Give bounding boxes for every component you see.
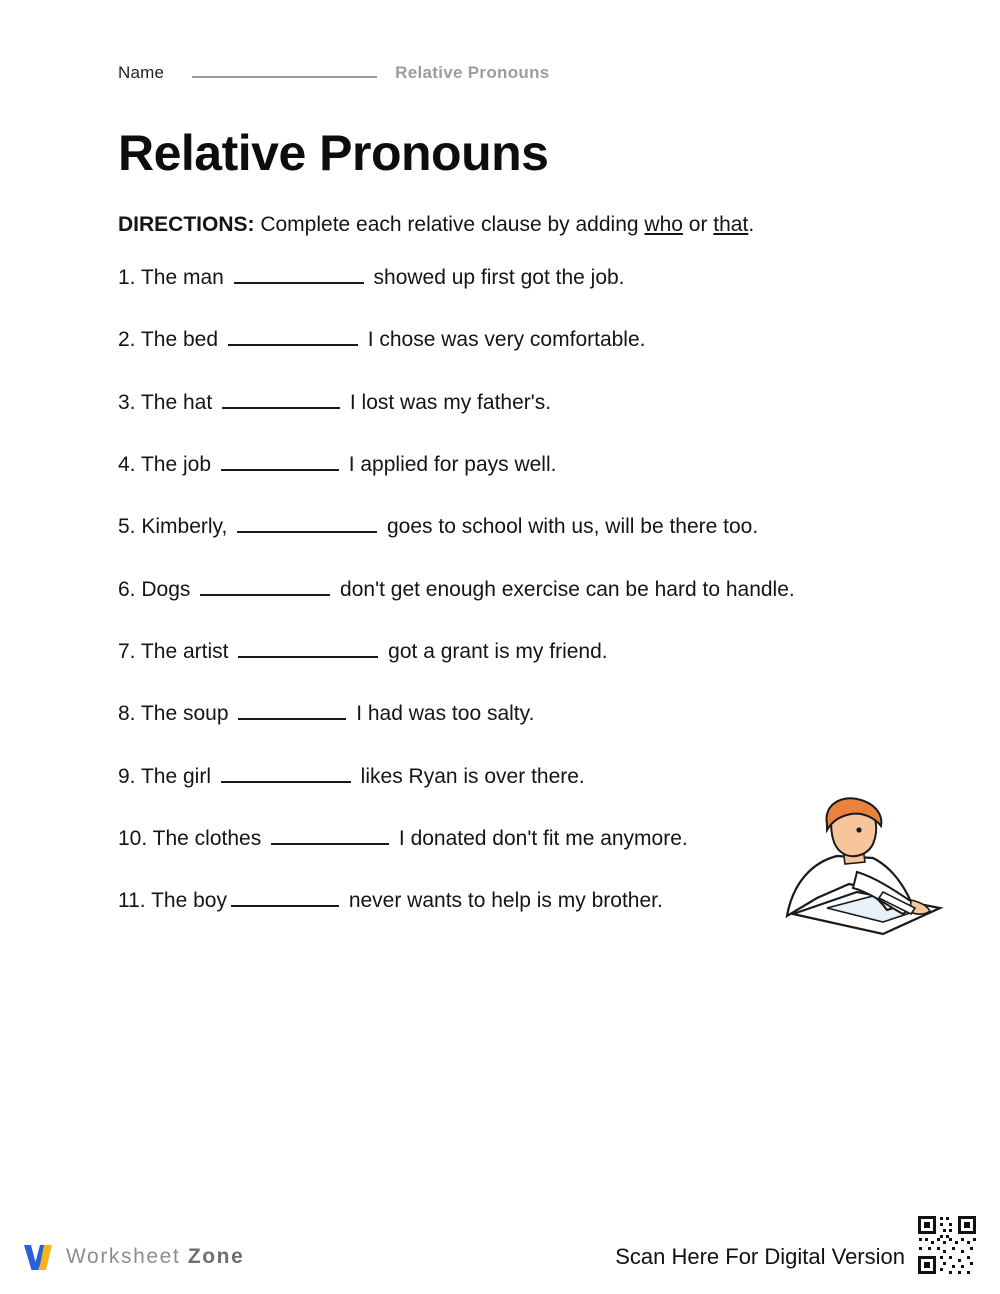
question-row xyxy=(118,576,818,604)
scan-instruction-text: Scan Here For Digital Version xyxy=(615,1244,905,1269)
question-text-before: Dogs xyxy=(135,577,197,601)
brand-text-worksheet: Worksheet xyxy=(66,1245,181,1268)
brand-logo[interactable] xyxy=(22,1242,244,1272)
question-row xyxy=(118,264,818,292)
question-row xyxy=(118,389,818,417)
answer-blank[interactable] xyxy=(238,641,378,658)
question-text-after: I donated don't fit me anymore. xyxy=(393,827,688,851)
question-text-after: likes Ryan is over there. xyxy=(354,764,585,788)
footer xyxy=(0,1216,1000,1294)
worksheet-zone-logo-icon xyxy=(22,1242,56,1272)
directions-option-who: who xyxy=(644,213,683,236)
header-topic: Relative Pronouns xyxy=(395,63,550,82)
directions-text-before: Complete each relative clause by adding xyxy=(254,213,645,236)
question-text-before: The clothes xyxy=(147,827,268,851)
question-text-after: I lost was my father's. xyxy=(344,390,552,414)
question-number: 9. xyxy=(118,764,136,788)
question-text-before: The job xyxy=(135,453,217,477)
answer-blank[interactable] xyxy=(222,392,340,409)
worksheet-header xyxy=(118,60,940,83)
question-number: 8. xyxy=(118,702,136,726)
answer-blank[interactable] xyxy=(271,828,389,845)
question-number: 6. xyxy=(118,577,136,601)
question-number: 5. xyxy=(118,515,136,539)
question-row xyxy=(118,825,818,853)
directions-label: DIRECTIONS: xyxy=(118,213,255,236)
brand-text xyxy=(66,1245,244,1269)
question-number: 1. xyxy=(118,266,136,289)
answer-blank[interactable] xyxy=(221,454,339,471)
answer-blank[interactable] xyxy=(231,890,339,907)
question-text-before: The artist xyxy=(135,640,235,664)
question-text-after: never wants to help is my brother. xyxy=(342,889,663,913)
answer-blank[interactable] xyxy=(237,516,377,533)
question-row xyxy=(118,763,818,791)
name-blank-line[interactable] xyxy=(192,60,377,78)
question-text-before: The soup xyxy=(135,702,235,726)
answer-blank[interactable] xyxy=(228,329,358,346)
question-text-before: The man xyxy=(135,266,230,289)
page-title: Relative Pronouns xyxy=(118,125,549,181)
question-text-before: The hat xyxy=(135,390,219,414)
question-number: 11. xyxy=(118,889,146,913)
question-number: 2. xyxy=(118,328,136,352)
question-number: 7. xyxy=(118,640,136,664)
directions-text-after: . xyxy=(748,213,755,236)
directions-option-that: that xyxy=(713,213,749,236)
question-row xyxy=(118,326,818,354)
question-row xyxy=(118,513,818,541)
answer-blank[interactable] xyxy=(221,766,351,783)
question-text-after: got a grant is my friend. xyxy=(382,640,608,664)
answer-blank[interactable] xyxy=(200,579,330,596)
question-text-after: goes to school with us, will be there too. xyxy=(381,515,759,539)
question-number: 4. xyxy=(118,453,136,477)
question-row xyxy=(118,887,818,915)
question-text-after: I chose was very comfortable. xyxy=(361,328,646,352)
answer-blank[interactable] xyxy=(234,267,364,284)
question-text-before: Kimberly, xyxy=(135,515,234,539)
question-text-after: showed up first got the job. xyxy=(367,266,625,289)
question-text-after: I had was too salty. xyxy=(350,702,535,726)
directions xyxy=(118,211,930,238)
directions-joiner: or xyxy=(682,213,714,236)
name-label: Name xyxy=(118,63,165,82)
question-text-after: don't get enough exercise can be hard to handle. xyxy=(334,577,795,601)
question-row xyxy=(118,451,818,479)
answer-blank[interactable] xyxy=(238,703,346,720)
question-text-before: The boy xyxy=(145,889,227,913)
question-number: 3. xyxy=(118,390,136,414)
question-number: 10. xyxy=(118,827,148,851)
question-text-after: I applied for pays well. xyxy=(342,453,557,477)
brand-text-zone: Zone xyxy=(187,1245,245,1268)
question-text-before: The bed xyxy=(135,328,224,352)
question-row xyxy=(118,700,818,728)
qr-code[interactable] xyxy=(916,1214,978,1276)
student-writing-illustration xyxy=(765,796,955,946)
question-text-before: The girl xyxy=(135,764,217,788)
question-row xyxy=(118,638,818,666)
